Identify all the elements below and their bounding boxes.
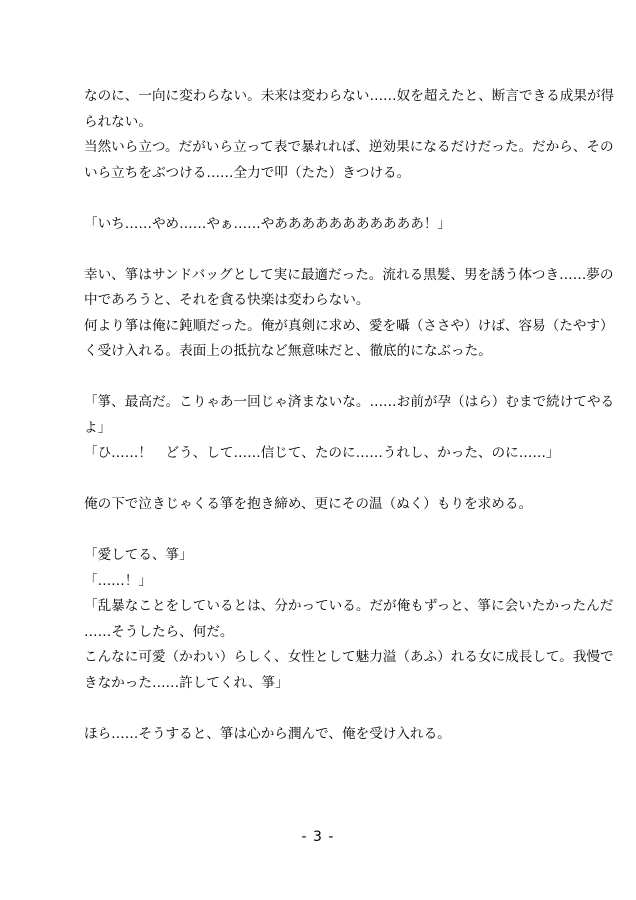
blank-line <box>84 518 562 544</box>
document-body <box>84 84 615 747</box>
text-line: 何より箏は俺に鈍順だった。俺が真剣に求め、愛を囁（ささや）けば、容易（たやす） <box>84 317 614 334</box>
text-line: 幸い、箏はサンドバッグとして実に最適だった。流れる黒髪、男を誘う体つき……夢の <box>84 266 614 283</box>
dialogue-line: 「……！」 <box>84 572 152 589</box>
dialogue-line: 「箏、最高だ。こりゃあ一回じゃ済まないな。……お前が孕（はら）むまで続けてやる <box>84 394 615 410</box>
text-line: く受け入れる。表面上の抵抗など無意味だと、徹底的になぶった。 <box>84 343 492 359</box>
text-line: 俺の下で泣きじゃくる箏を抱き締め、更にその温（ぬく）もりを求める。 <box>84 496 533 512</box>
dialogue-line: ……そうしたら、何だ。 <box>84 623 234 640</box>
text-line: いら立ちをぶつける……全力で叩（たた）きつける。 <box>84 164 411 181</box>
text-line: 中であろうと、それを貪る快楽は変わらない。 <box>84 292 370 308</box>
blank-line <box>84 237 562 263</box>
dialogue-line: きなかった……許してくれ、箏」 <box>84 674 289 691</box>
blank-line <box>84 365 562 391</box>
page-number: - 3 - <box>301 829 335 845</box>
dialogue-line: 「いち……やめ……やぁ……やあああああああああああ！」 <box>84 215 452 232</box>
dialogue-line: 「乱暴なことをしているとは、分かっている。だが俺もずっと、箏に会いたかったんだ <box>84 598 614 614</box>
blank-line <box>84 186 562 212</box>
dialogue-line: こんなに可愛（かわい）らしく、女性として魅力溢（あふ）れる女に成長して。我慢で <box>84 649 614 665</box>
blank-line <box>84 696 562 722</box>
dialogue-line: 「愛してる、箏」 <box>84 547 193 563</box>
dialogue-line: 「ひ……！ どう、して……信じて、たのに……うれし、かった、のに……」 <box>84 445 560 461</box>
text-line: なのに、一向に変わらない。未来は変わらない……奴を超えたと、断言できる成果が得 <box>84 88 615 104</box>
text-line: ほら……そうすると、箏は心から潤んで、俺を受け入れる。 <box>84 725 451 742</box>
text-line: 当然いら立つ。だがいら立って表で暴れれば、逆効果になるだけだった。だから、その <box>84 139 614 155</box>
dialogue-line: よ」 <box>84 419 112 436</box>
text-line: られない。 <box>84 113 152 130</box>
blank-line <box>84 467 562 493</box>
